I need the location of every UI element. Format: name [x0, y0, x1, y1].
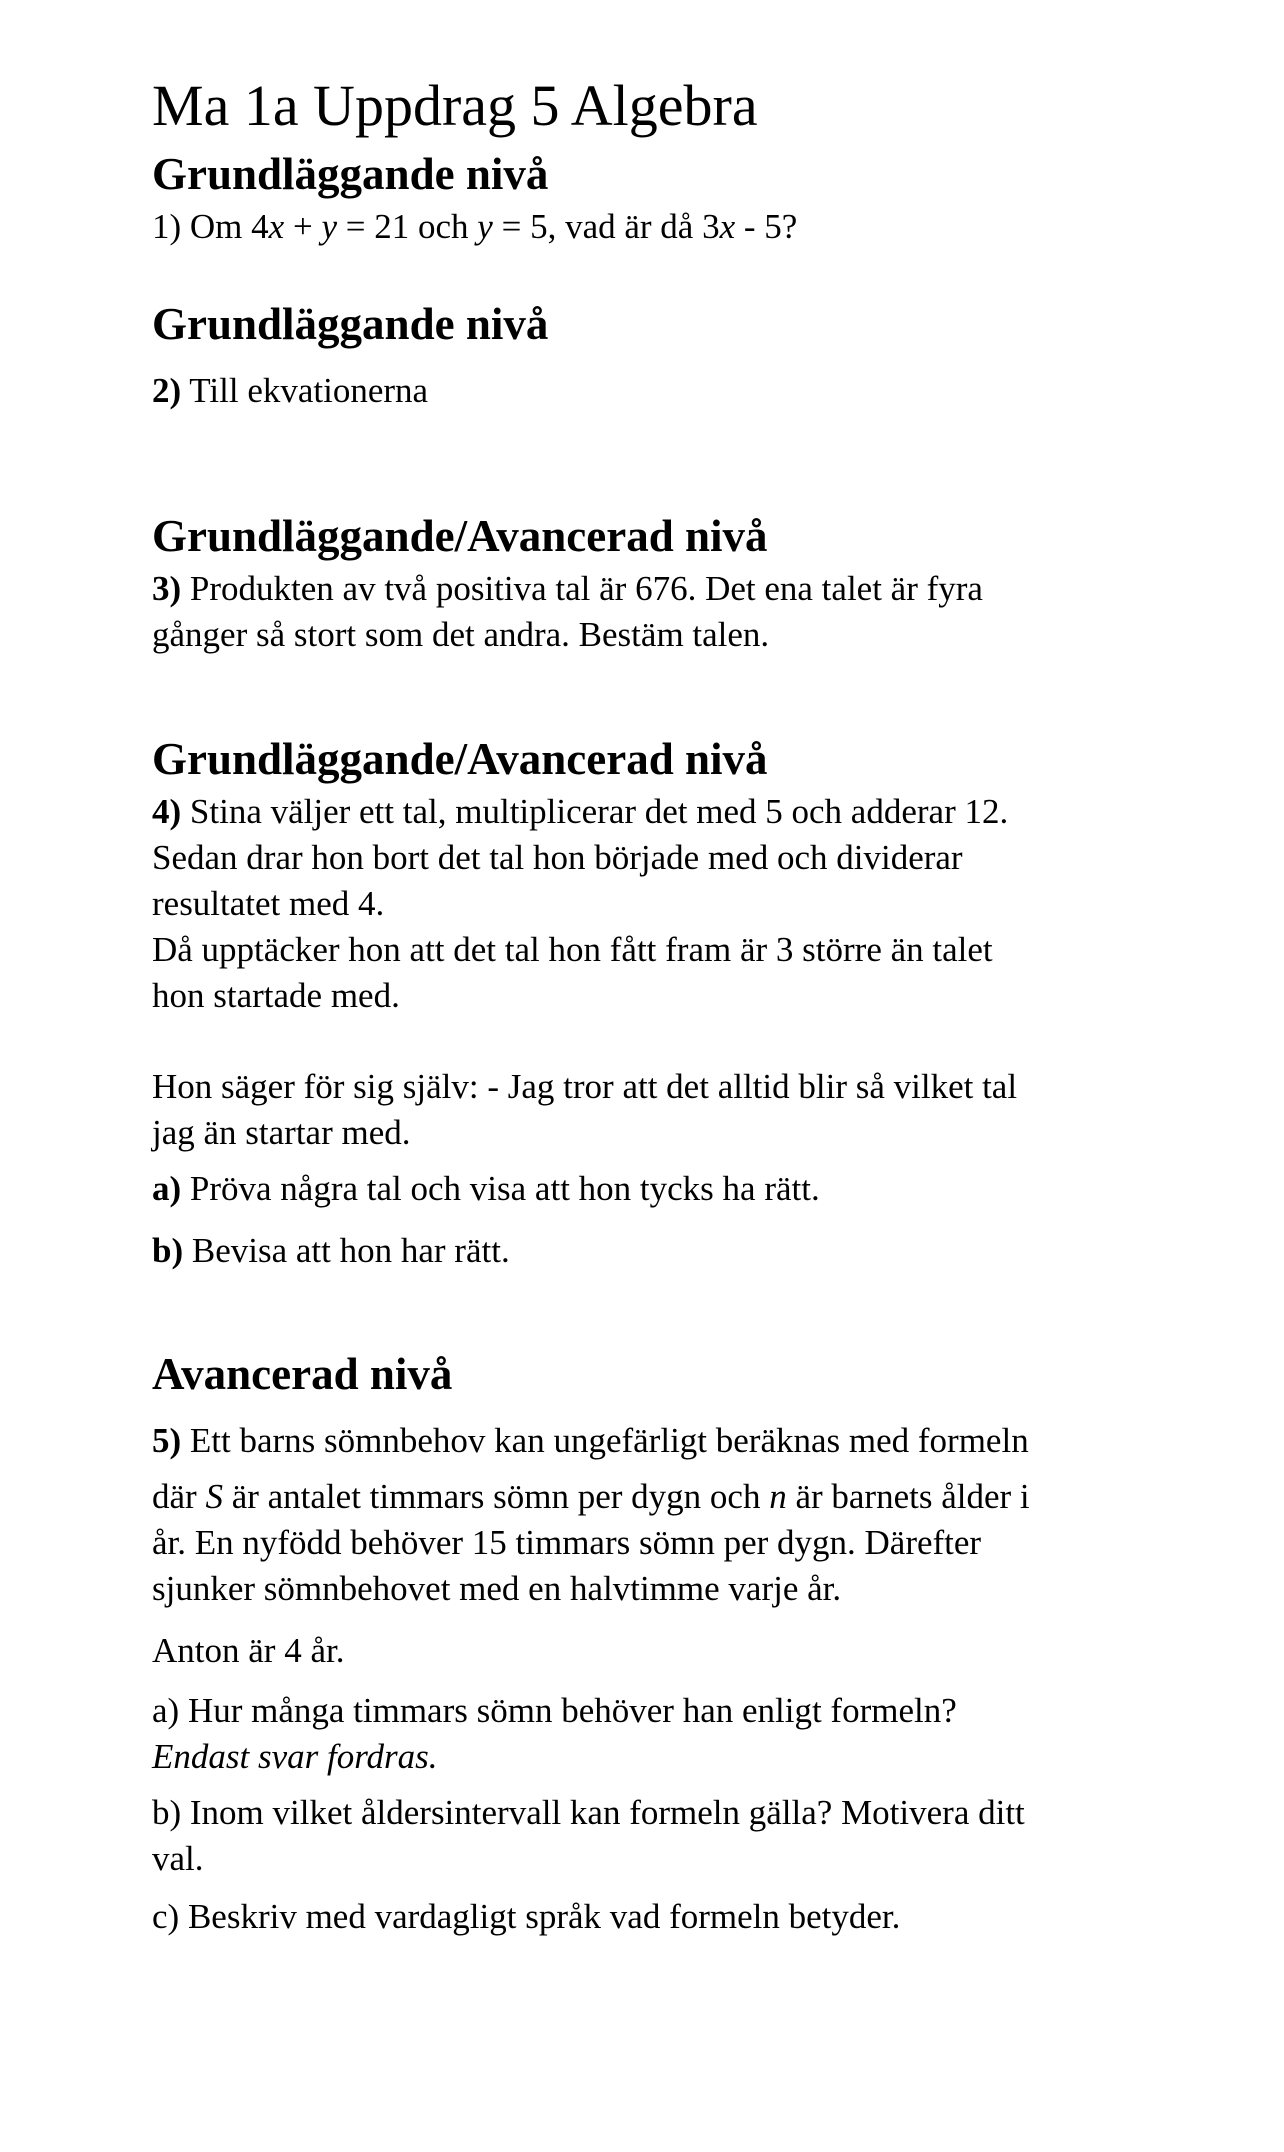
task2-number: 2): [152, 371, 182, 410]
task4-subtask-a: [152, 1166, 1152, 1212]
task5-text: val.: [152, 1839, 204, 1878]
task1-question: [152, 204, 1152, 250]
task3-level-heading: Grundläggande/Avancerad nivå: [152, 511, 768, 561]
page-title: Ma 1a Uppdrag 5 Algebra: [152, 73, 758, 138]
task2-text: Till ekvationerna: [181, 371, 429, 410]
task5-text: sjunker sömnbehovet med en halvtimme varje år.: [152, 1569, 842, 1608]
task5-number: 5): [152, 1421, 182, 1460]
task5-text: år. En nyfödd behöver 15 timmars sömn per dygn. Därefter: [152, 1523, 982, 1562]
task3-question: [152, 566, 1152, 658]
var-x: x: [719, 207, 736, 246]
task1-level-heading: Grundläggande nivå: [152, 149, 549, 199]
var-S: S: [205, 1477, 223, 1516]
task4-text: Hon säger för sig själv: - Jag tror att det alltid blir så vilket tal: [152, 1067, 1018, 1106]
task5-intro: [152, 1418, 1152, 1464]
task4-text: Då upptäcker hon att det tal hon fått fram är 3 större än talet: [152, 930, 993, 969]
task4-text: Bevisa att hon har rätt.: [183, 1231, 510, 1270]
task2-level-heading: Grundläggande nivå: [152, 299, 549, 349]
task5-text: Anton är 4 år.: [152, 1631, 345, 1670]
task4-text: hon startade med.: [152, 976, 400, 1015]
task5-text: c) Beskriv med vardagligt språk vad formeln betyder.: [152, 1897, 901, 1936]
task1-number: 1): [152, 207, 182, 246]
task4-level-heading: Grundläggande/Avancerad nivå: [152, 734, 768, 784]
task1-text: Om 4: [181, 207, 269, 246]
task3-number: 3): [152, 569, 182, 608]
task4-question: [152, 789, 1152, 1019]
var-y: y: [321, 207, 337, 246]
task5-text: är barnets ålder i: [786, 1477, 1030, 1516]
answer-note: Endast svar fordras.: [152, 1737, 438, 1776]
task4-text: Sedan drar hon bort det tal hon började med och dividerar: [152, 838, 963, 877]
task4-subtask-b: [152, 1228, 1152, 1274]
task1-text: +: [284, 207, 322, 246]
task5-text: är antalet timmars sömn per dygn och: [222, 1477, 770, 1516]
task3-text: gånger så stort som det andra. Bestäm talen.: [152, 615, 770, 654]
task5-subtask-a: [152, 1688, 1152, 1780]
task4-text: Pröva några tal och visa att hon tycks ha rätt.: [181, 1169, 820, 1208]
task1-text: = 21 och: [337, 207, 478, 246]
task1-text: - 5?: [735, 207, 798, 246]
task5-subtask-c: [152, 1894, 1152, 1940]
task4-quote: [152, 1064, 1152, 1156]
subtask-label: b): [152, 1231, 184, 1270]
task5-text: Ett barns sömnbehov kan ungefärligt beräknas med formeln: [181, 1421, 1029, 1460]
task5-anton: [152, 1628, 1152, 1674]
task5-text: b) Inom vilket åldersintervall kan formeln gälla? Motivera ditt: [152, 1793, 1025, 1832]
task1-text: = 5, vad är då 3: [492, 207, 720, 246]
subtask-label: a): [152, 1169, 182, 1208]
task5-text: a) Hur många timmars sömn behöver han enligt formeln?: [152, 1691, 957, 1730]
task4-text: resultatet med 4.: [152, 884, 385, 923]
task2-question: [152, 368, 1152, 414]
task4-number: 4): [152, 792, 182, 831]
var-y: y: [477, 207, 493, 246]
var-x: x: [268, 207, 285, 246]
task5-level-heading: Avancerad nivå: [152, 1349, 453, 1399]
task3-text: Produkten av två positiva tal är 676. Det ena talet är fyra: [181, 569, 983, 608]
var-n: n: [769, 1477, 787, 1516]
task5-subtask-b: [152, 1790, 1152, 1882]
task5-text: där: [152, 1477, 206, 1516]
task5-description: [152, 1474, 1152, 1612]
task4-text: Stina väljer ett tal, multiplicerar det med 5 och adderar 12.: [181, 792, 1009, 831]
task4-text: jag än startar med.: [152, 1113, 411, 1152]
